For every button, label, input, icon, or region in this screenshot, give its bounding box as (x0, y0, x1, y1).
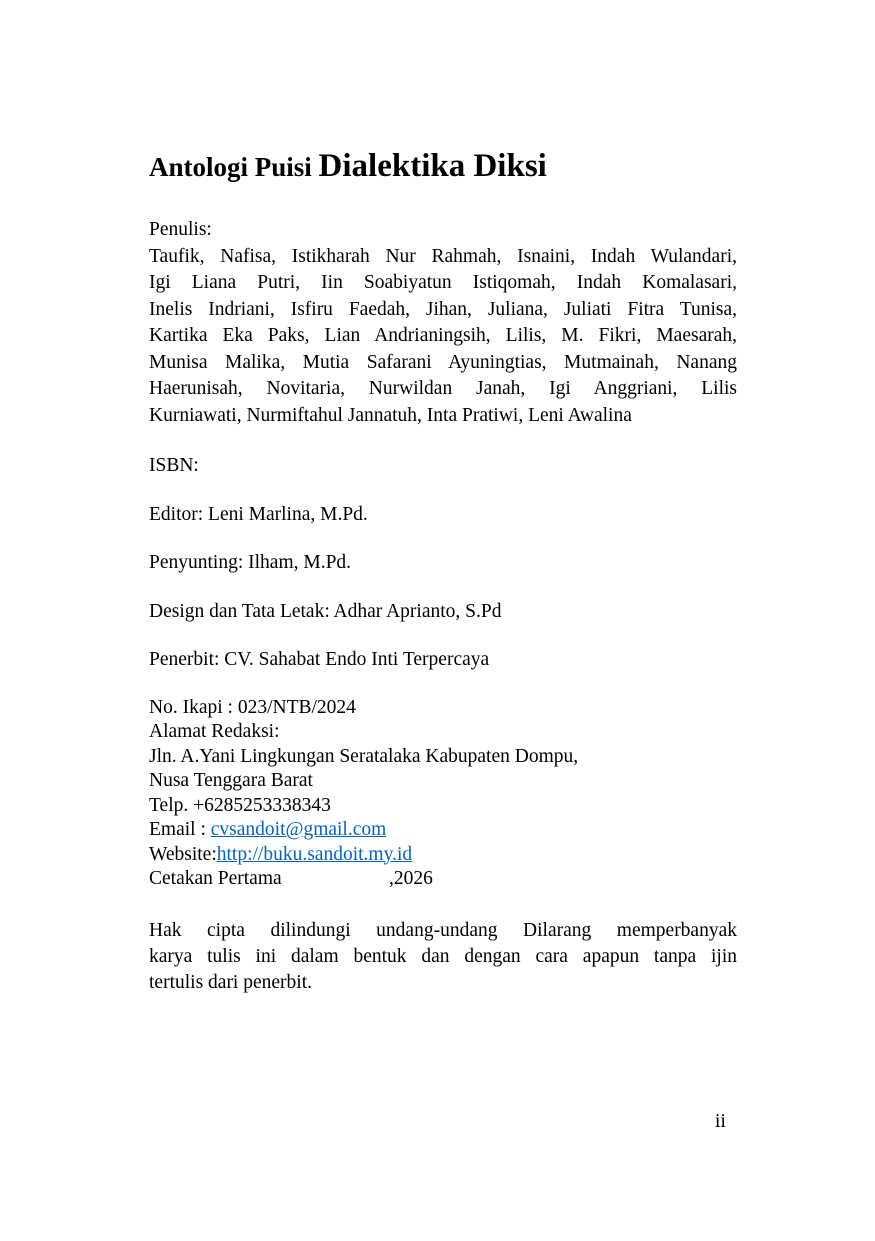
cetakan-year: ,2026 (389, 868, 433, 889)
alamat-label: Alamat Redaksi: (149, 721, 280, 742)
email-link[interactable]: cvsandoit@gmail.com (210, 819, 387, 840)
email-label: Email : (149, 819, 211, 840)
authors-paragraph (149, 244, 737, 430)
penerbit-line: Penerbit: CV. Sahabat Endo Inti Terpercaya (149, 649, 490, 670)
website-label: Website: (149, 843, 217, 865)
isbn-label: ISBN: (149, 455, 199, 476)
authors-line: Kartika Eka Paks, Lian Andrianingsih, Lilis, M. Fikri, Maesarah, (149, 325, 737, 346)
penyunting-line: Penyunting: Ilham, M.Pd. (149, 552, 352, 573)
copyright-paragraph (149, 918, 737, 996)
book-title-main: Dialektika Diksi (318, 148, 547, 184)
copyright-line: Hak cipta dilindungi undang-undang Dilarang memperbanyak (149, 919, 737, 941)
penulis-label: Penulis: (149, 219, 212, 240)
contact-block (149, 696, 737, 892)
design-line: Design dan Tata Letak: Adhar Aprianto, S.Pd (149, 600, 502, 622)
editor-line: Editor: Leni Marlina, M.Pd. (149, 503, 368, 525)
page-content (149, 0, 737, 996)
website-line (149, 843, 737, 868)
email-line (149, 818, 737, 843)
authors-line: Munisa Malika, Mutia Safarani Ayuningtias, Mutmainah, Nanang (149, 351, 737, 373)
copyright-line: tertulis dari penerbit. (149, 971, 312, 993)
page-number: ii (714, 1110, 726, 1132)
book-title-prefix: Antologi Puisi (149, 152, 319, 182)
cetakan-label: Cetakan Pertama (149, 868, 282, 889)
authors-line: Haerunisah, Novitaria, Nurwildan Janah, Igi Anggriani, Lilis (149, 378, 737, 399)
book-title (149, 0, 737, 187)
authors-line: Igi Liana Putri, Iin Soabiyatun Istiqomah, Indah Komalasari, (149, 272, 737, 293)
no-ikapi-line: No. Ikapi : 023/NTB/2024 (149, 696, 356, 718)
authors-line: Inelis Indriani, Isfiru Faedah, Jihan, Juliana, Juliati Fitra Tunisa, (149, 298, 737, 320)
website-link[interactable]: http://buku.sandoit.my.id (216, 843, 413, 865)
telp-line: Telp. +6285253338343 (149, 794, 331, 816)
cetakan-line (149, 867, 737, 892)
copyright-line: karya tulis ini dalam bentuk dan dengan cara apapun tanpa ijin (149, 945, 737, 967)
alamat-line-1: Jln. A.Yani Lingkungan Seratalaka Kabupaten Dompu, (149, 745, 579, 767)
authors-line: Kurniawati, Nurmiftahul Jannatuh, Inta Pratiwi, Leni Awalina (149, 404, 632, 426)
alamat-line-2: Nusa Tenggara Barat (149, 770, 313, 791)
authors-line: Taufik, Nafisa, Istikharah Nur Rahmah, Isnaini, Indah Wulandari, (149, 245, 737, 267)
